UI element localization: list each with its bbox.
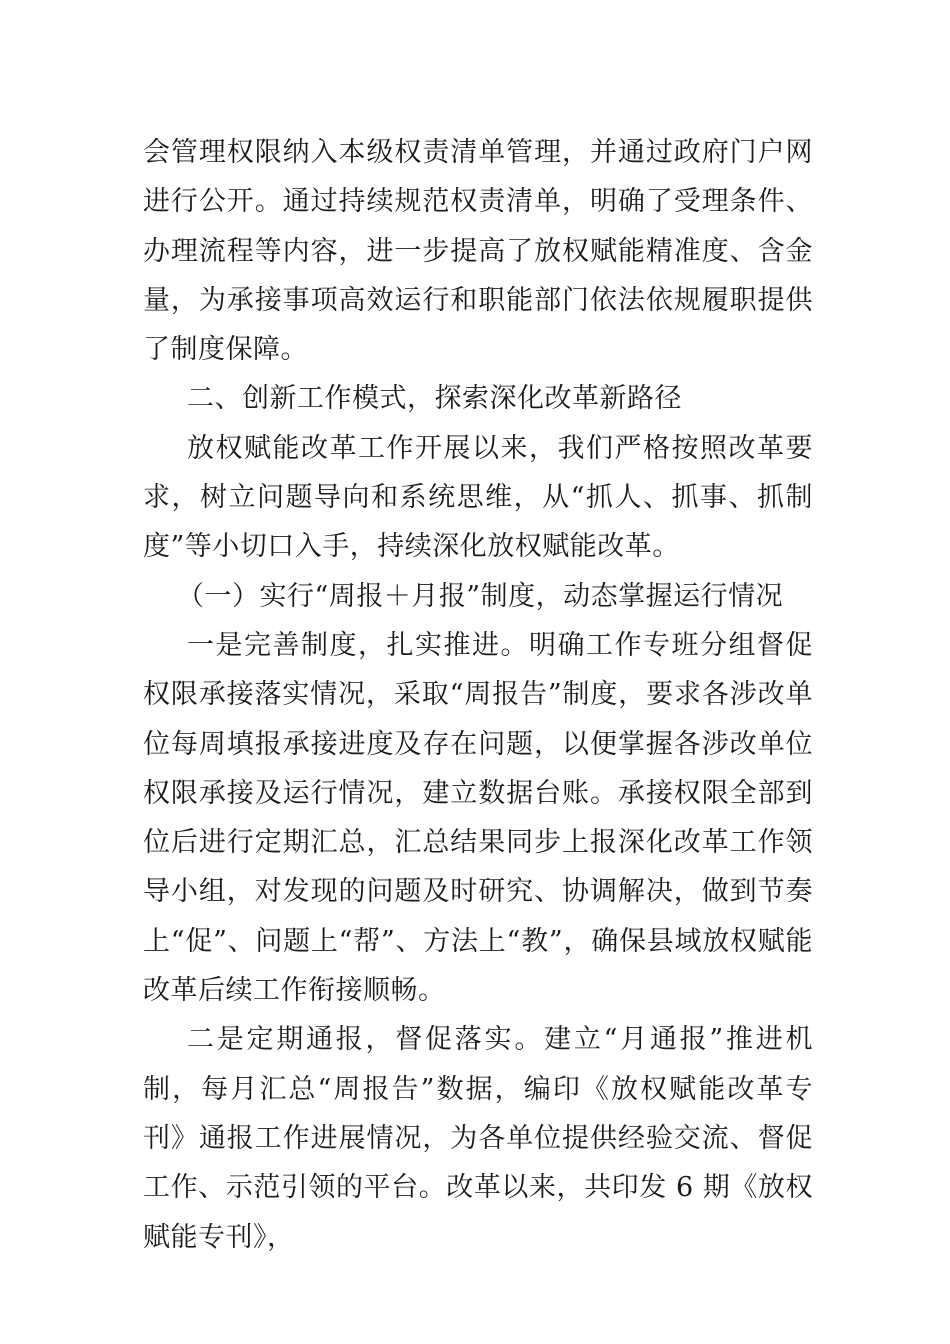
section-heading: 二、创新工作模式，探索深化改革新路径 (187, 383, 682, 415)
paragraph-point-two: 二是定期通报，督促落实。建立“月通报”推进机制，每月汇总“周报告”数据，编印《放权赋能改革专刊》通报工作进展情况，为各单位提供经验交流、督促工作、示范引领的平台。改革以来，共印发 6 期《放权赋能专刊》， (143, 1024, 813, 1253)
paragraph-intro: 放权赋能改革工作开展以来，我们严格按照改革要求，树立问题导向和系统思维，从“抓人、抓事、抓制度”等小切口入手，持续深化放权赋能改革。 (143, 432, 813, 563)
document-body (143, 128, 813, 1262)
paragraph-point-one: 一是完善制度，扎实推进。明确工作专班分组督促权限承接落实情况，采取“周报告”制度，要求各涉改单位每周填报承接进度及存在问题，以便掌握各涉改单位权限承接及运行情况，建立数据台账。承接权限全部到位后进行定期汇总，汇总结果同步上报深化改革工作领导小组，对发现的问题及时研究、协调解决，做到节奏上“促”、问题上“帮”、方法上“教”，确保县域放权赋能改革后续工作衔接顺畅。 (143, 629, 813, 1007)
subsection-heading: （一）实行“周报＋月报”制度，动态掌握运行情况 (177, 580, 784, 612)
paragraph-continuation: 会管理权限纳入本级权责清单管理，并通过政府门户网进行公开。通过持续规范权责清单，明确了受理条件、办理流程等内容，进一步提高了放权赋能精准度、含金量，为承接事项高效运行和职能部门依法依规履职提供了制度保障。 (143, 137, 813, 366)
